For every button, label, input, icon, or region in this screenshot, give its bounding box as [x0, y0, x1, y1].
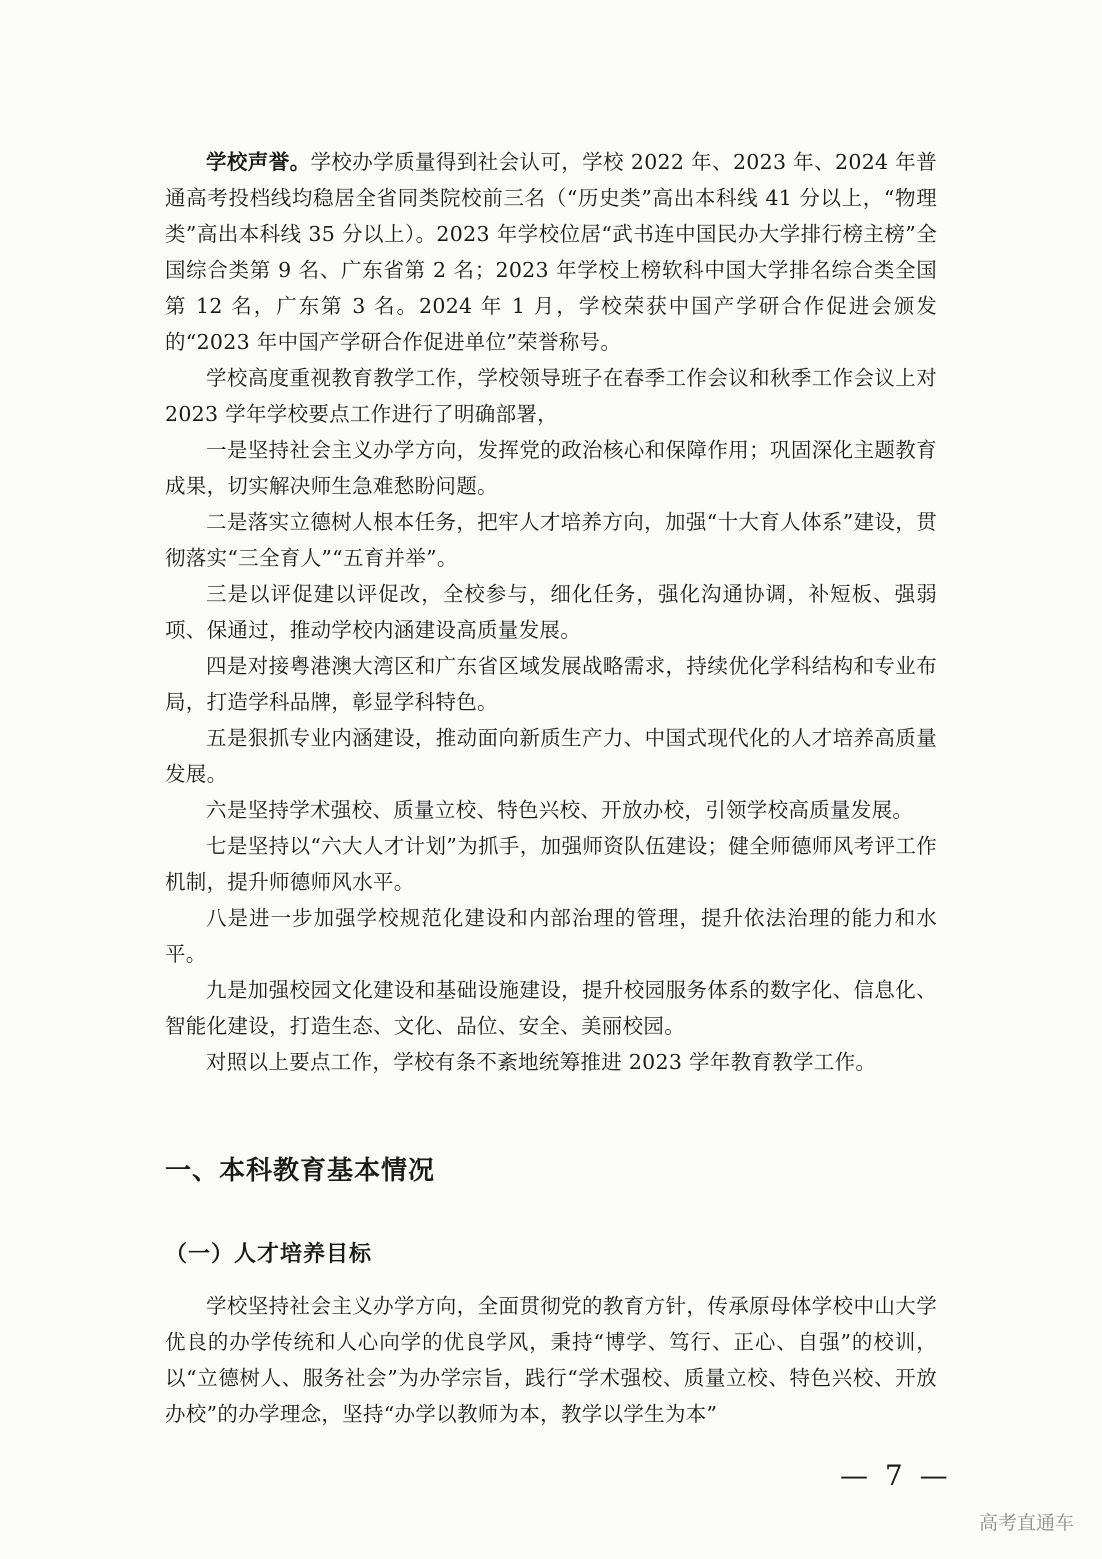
body-text	[165, 144, 937, 1080]
paragraph-text: 一是坚持社会主义办学方向，发挥党的政治核心和保障作用；巩固深化主题教育成果，切实解决师生急难愁盼问题。	[165, 438, 937, 498]
paragraph-point-7	[165, 828, 937, 900]
paragraph-conclusion	[165, 1044, 937, 1080]
paragraph-point-6	[165, 792, 937, 828]
paragraph-lead: 学校声誉。	[206, 150, 311, 174]
paragraph-point-8	[165, 900, 937, 972]
paragraph-training-goal: 学校坚持社会主义办学方向，全面贯彻党的教育方针，传承原母体学校中山大学优良的办学传统和人心向学的优良学风，秉持“博学、笃行、正心、自强”的校训，以“立德树人、服务社会”为办学宗旨，践行“学术强校、质量立校、特色兴校、开放办校”的办学理念，坚持“办学以教师为本，教学以学生为本”	[165, 1294, 937, 1426]
paragraph-text: 七是坚持以“六大人才计划”为抓手，加强师资队伍建设；健全师德师风考评工作机制，提升师德师风水平。	[165, 834, 937, 894]
paragraph-point-3	[165, 576, 937, 648]
paragraph-text: 五是狠抓专业内涵建设，推动面向新质生产力、中国式现代化的人才培养高质量发展。	[165, 726, 937, 786]
paragraph-text: 学校办学质量得到社会认可，学校 2022 年、2023 年、2024 年普通高考投档线均稳居全省同类院校前三名（“历史类”高出本科线 41 分以上，“物理类”高出本科线 35 分以上）。2023 年学校位居“武书连中国民办大学排行榜主榜”全国综合类第 9 名、广东省第 2 名；2023 年学校上榜软科中国大学排名综合类全国第 12 名，广东第 3 名。2024 年 1 月，学校荣获中国产学研合作促进会颁发的“2023 年中国产学研合作促进单位”荣誉称号。	[165, 150, 938, 354]
paragraph-text: 八是进一步加强学校规范化建设和内部治理的管理，提升依法治理的能力和水平。	[165, 906, 937, 966]
paragraph-point-5	[165, 720, 937, 792]
paragraph-text: 六是坚持学术强校、质量立校、特色兴校、开放办校，引领学校高质量发展。	[206, 798, 914, 822]
paragraph-text: 学校高度重视教育教学工作，学校领导班子在春季工作会议和秋季工作会议上对 2023 学年学校要点工作进行了明确部署，	[165, 366, 937, 426]
paragraph-point-9	[165, 972, 937, 1044]
page-number: — 7 —	[840, 1459, 952, 1492]
paragraph-point-4	[165, 648, 937, 720]
subsection-heading: （一）人才培养目标	[165, 1242, 373, 1267]
paragraph-text: 三是以评促建以评促改，全校参与，细化任务，强化沟通协调，补短板、强弱项、保通过，推动学校内涵建设高质量发展。	[165, 582, 937, 642]
section-heading: 一、本科教育基本情况	[165, 1156, 436, 1186]
paragraph-reputation	[165, 144, 937, 360]
section-body	[165, 1288, 937, 1432]
paragraph-text: 二是落实立德树人根本任务，把牢人才培养方向，加强“十大育人体系”建设，贯彻落实“三全育人”“五育并举”。	[165, 510, 937, 570]
paragraph-text: 对照以上要点工作，学校有条不紊地统筹推进 2023 学年教育教学工作。	[206, 1050, 877, 1074]
paragraph-intro	[165, 360, 937, 432]
watermark: 高考直通车	[978, 1512, 1074, 1534]
paragraph-point-2	[165, 504, 937, 576]
paragraph-text: 九是加强校园文化建设和基础设施建设，提升校园服务体系的数字化、信息化、智能化建设，打造生态、文化、品位、安全、美丽校园。	[165, 978, 937, 1038]
paragraph-text: 四是对接粤港澳大湾区和广东省区域发展战略需求，持续优化学科结构和专业布局，打造学科品牌，彰显学科特色。	[165, 654, 937, 714]
paragraph-point-1	[165, 432, 937, 504]
